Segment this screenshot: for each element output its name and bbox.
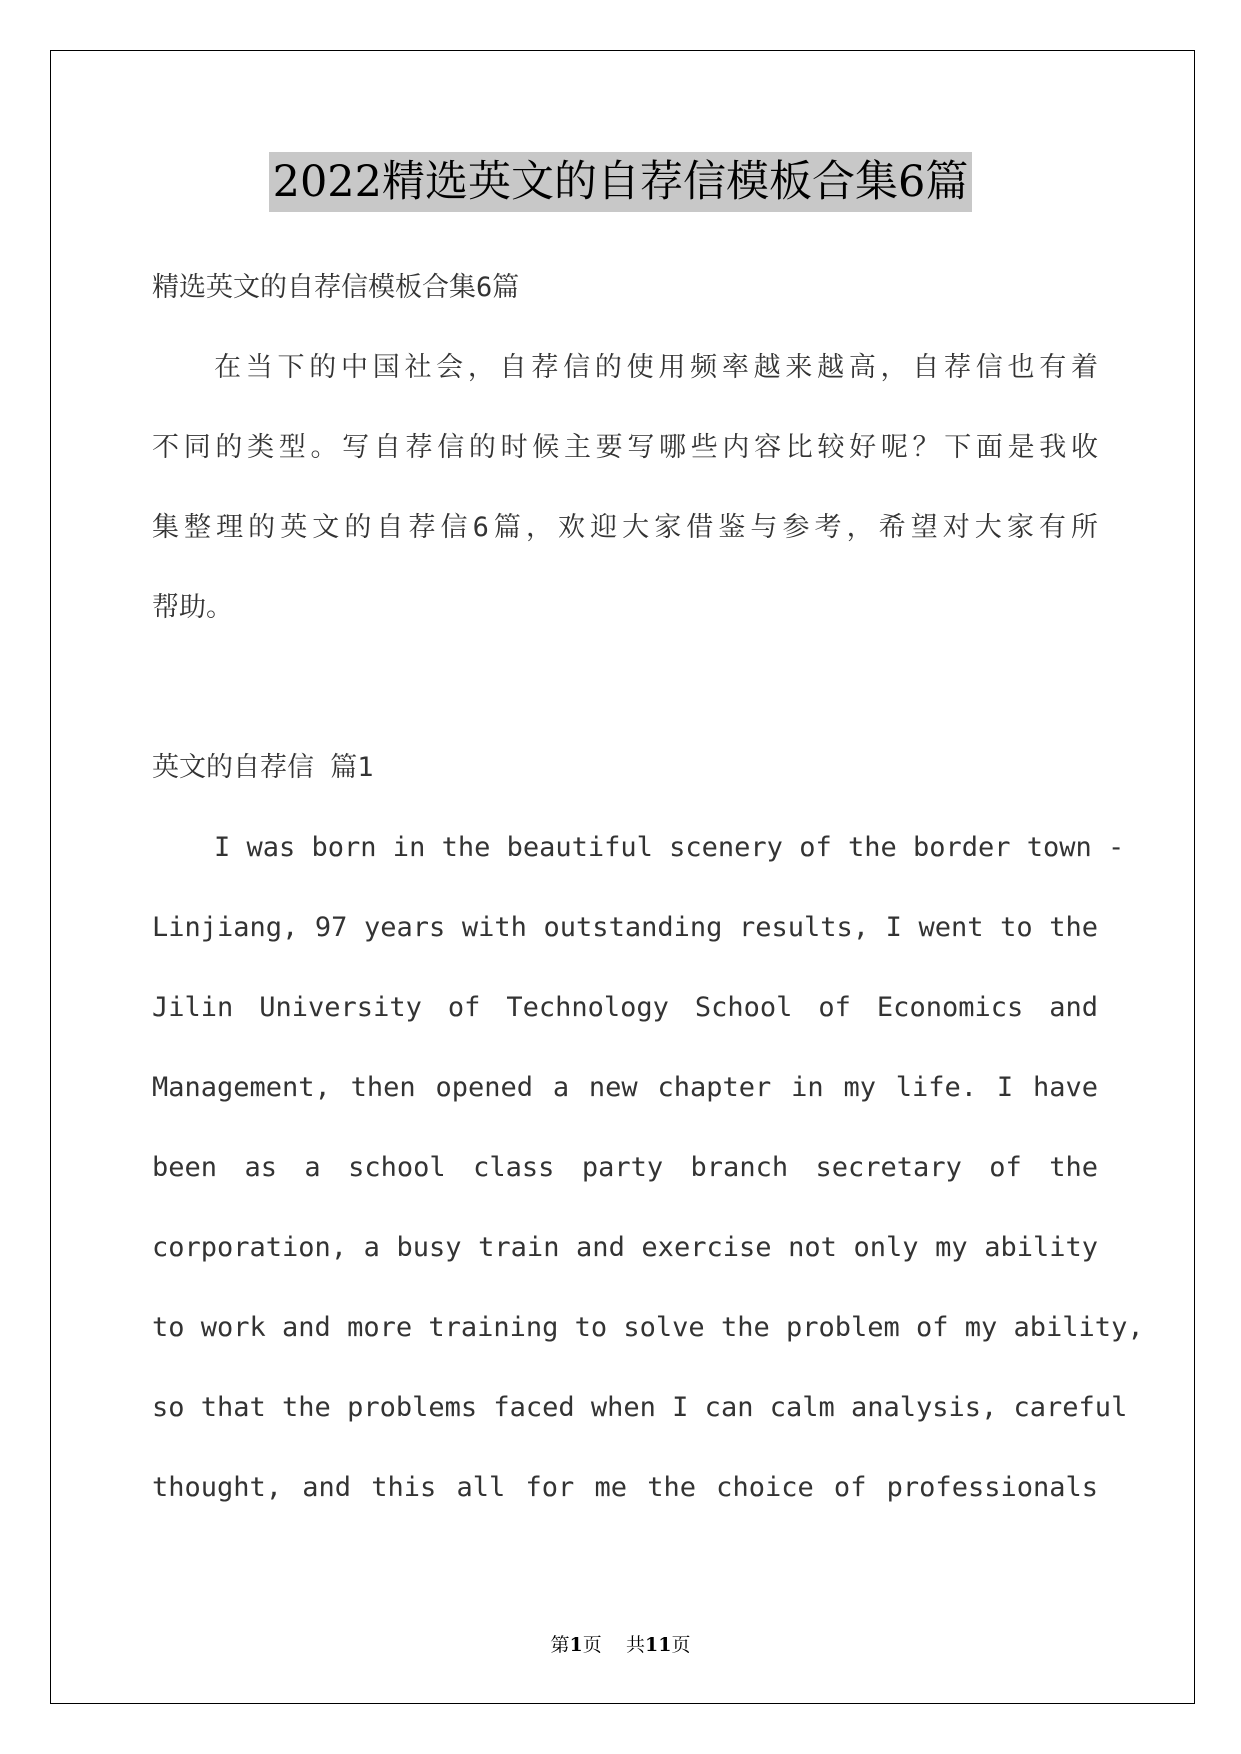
title-container — [0, 152, 1241, 212]
body-line: so that the problems faced when I can calm analysis, careful — [152, 1392, 1128, 1423]
total-suffix: 页 — [671, 1634, 691, 1656]
body-line: Management, then opened a new chapter in my life. I have — [152, 1072, 1098, 1103]
document-title: 2022精选英文的自荐信模板合集6篇 — [269, 152, 973, 212]
body-line: Linjiang, 97 years with outstanding results, I went to the — [152, 912, 1098, 943]
body-line: corporation, a busy train and exercise not only my ability — [152, 1232, 1098, 1263]
page-footer — [0, 1630, 1241, 1657]
total-pages: 11 — [644, 1634, 672, 1656]
body-line: I was born in the beautiful scenery of the border town - — [214, 832, 1125, 863]
body-line: Jilin University of Technology School of Economics and — [152, 992, 1098, 1023]
page-prefix: 第 — [550, 1634, 570, 1656]
body-line: to work and more training to solve the problem of my ability, — [152, 1312, 1144, 1343]
document-subtitle: 精选英文的自荐信模板合集6篇 — [152, 272, 520, 303]
section-heading: 英文的自荐信 篇1 — [152, 752, 374, 783]
intro-line: 在当下的中国社会，自荐信的使用频率越来越高，自荐信也有着 — [214, 352, 1098, 383]
body-line: been as a school class party branch secretary of the — [152, 1152, 1098, 1183]
total-prefix: 共 — [625, 1634, 645, 1656]
page-suffix: 页 — [582, 1634, 602, 1656]
page-number: 1 — [569, 1634, 583, 1656]
intro-line: 不同的类型。写自荐信的时候主要写哪些内容比较好呢？下面是我收 — [152, 432, 1098, 463]
body-line: thought, and this all for me the choice of professionals — [152, 1472, 1098, 1503]
intro-line: 帮助。 — [152, 592, 233, 623]
intro-line: 集整理的英文的自荐信6篇，欢迎大家借鉴与参考，希望对大家有所 — [152, 512, 1098, 543]
